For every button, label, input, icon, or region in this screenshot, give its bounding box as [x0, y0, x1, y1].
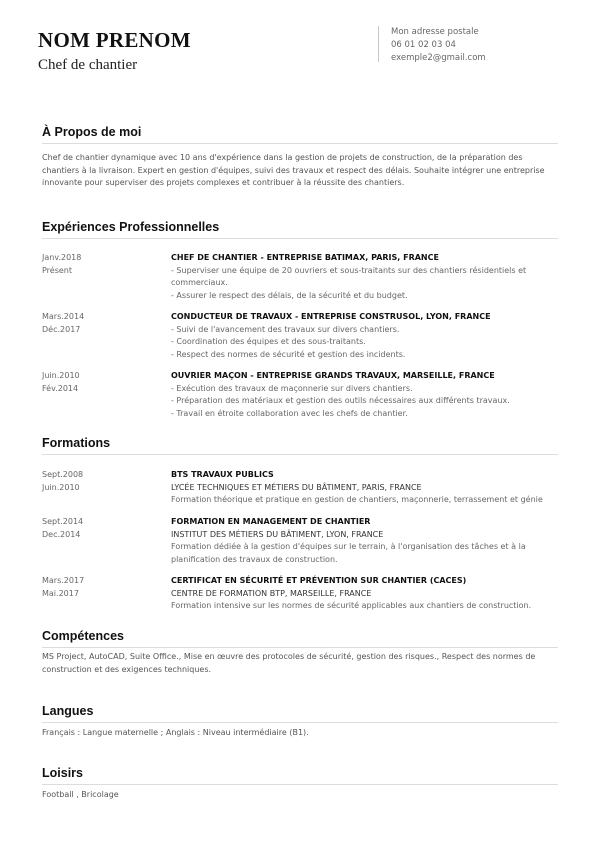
date-end: Déc.2017 — [42, 324, 81, 334]
formation-body — [171, 575, 558, 613]
candidate-name: NOM PRENOM — [38, 28, 191, 52]
experience-body — [171, 252, 558, 302]
section-about — [42, 125, 558, 190]
formation-title: CERTIFICAT EN SÉCURITÉ ET PRÉVENTION SUR CHANTIER (CACES) — [171, 576, 467, 585]
experience-line: - Assurer le respect des délais, de la sécurité et du budget. — [171, 290, 408, 300]
section-experiences — [42, 220, 558, 420]
formation-school: INSTITUT DES MÉTIERS DU BÂTIMENT, LYON, FRANCE — [171, 529, 384, 539]
section-title-skills: Compétences — [42, 629, 558, 648]
contact-email: exemple2@gmail.com — [391, 53, 486, 63]
about-line: chantiers à la livraison. Expert en gestion d'équipes, suivi des travaux et respect des délais. Souhaite intégrer une entreprise — [42, 165, 545, 175]
date-start: Janv.2018 — [42, 253, 82, 262]
skills-text — [42, 651, 558, 676]
about-text — [42, 152, 558, 190]
experience-title: OUVRIER MAÇON - ENTREPRISE GRANDS TRAVAUX, MARSEILLE, FRANCE — [171, 371, 495, 380]
formation-line: Formation intensive sur les normes de sécurité applicables aux chantiers de construction. — [171, 601, 532, 611]
experience-line: commerciaux. — [171, 278, 228, 288]
date-end: Fév.2014 — [42, 383, 79, 393]
formation-title: FORMATION EN MANAGEMENT DE CHANTIER — [171, 517, 371, 526]
date-end: Mai.2017 — [42, 588, 79, 598]
skills-line: MS Project, AutoCAD, Suite Office., Mise en œuvre des protocoles de sécurité, gestion des risques., Respect des normes de — [42, 652, 536, 661]
header-divider — [378, 26, 379, 62]
skills-line: construction et des exigences techniques. — [42, 664, 212, 674]
contact-address: Mon adresse postale — [391, 27, 479, 37]
contact-phone: 06 01 02 03 04 — [391, 40, 456, 50]
experience-line: - Suivi de l'avancement des travaux sur divers chantiers. — [171, 324, 400, 334]
date-end: Juin.2010 — [42, 482, 80, 492]
formation-school: CENTRE DE FORMATION BTP, MARSEILLE, FRANCE — [171, 588, 372, 598]
formation-body — [171, 516, 558, 566]
experience-title: CONDUCTEUR DE TRAVAUX - ENTREPRISE CONSTRUSOL, LYON, FRANCE — [171, 312, 491, 321]
formation-dates — [42, 469, 83, 494]
formation-body — [171, 469, 558, 507]
experience-line: - Respect des normes de sécurité et gestion des incidents. — [171, 349, 406, 359]
formation-line: planification des travaux de construction. — [171, 554, 338, 564]
section-title-formations: Formations — [42, 436, 558, 455]
languages-line: Français : Langue maternelle ; Anglais : Niveau intermédiaire (B1). — [42, 728, 309, 737]
section-title-about: À Propos de moi — [42, 125, 558, 144]
experience-dates — [42, 370, 80, 395]
date-end: Dec.2014 — [42, 529, 81, 539]
date-end: Présent — [42, 265, 73, 275]
section-hobbies — [42, 766, 558, 802]
section-languages — [42, 704, 558, 740]
experience-line: - Exécution des travaux de maçonnerie sur divers chantiers. — [171, 383, 413, 393]
about-line: Chef de chantier dynamique avec 10 ans d'expérience dans la gestion de projets de construction, de la préparation des — [42, 153, 523, 162]
formation-line: Formation dédiée à la gestion d'équipes sur le terrain, à l'organisation des tâches et à la — [171, 542, 526, 552]
section-title-hobbies: Loisirs — [42, 766, 558, 785]
formation-title: BTS TRAVAUX PUBLICS — [171, 470, 274, 479]
section-title-experiences: Expériences Professionnelles — [42, 220, 558, 239]
experience-line: - Préparation des matériaux et gestion des outils nécessaires aux différents travaux. — [171, 396, 510, 406]
section-title-languages: Langues — [42, 704, 558, 723]
experience-dates — [42, 252, 81, 277]
languages-text — [42, 727, 558, 740]
experience-title: CHEF DE CHANTIER - ENTREPRISE BATIMAX, PARIS, FRANCE — [171, 253, 439, 262]
date-start: Mars.2014 — [42, 312, 85, 321]
formation-school: LYCÉE TECHNIQUES ET MÉTIERS DU BÂTIMENT, PARIS, FRANCE — [171, 482, 422, 492]
experience-dates — [42, 311, 84, 336]
date-start: Mars.2017 — [42, 576, 85, 585]
experience-line: - Superviser une équipe de 20 ouvriers et sous-traitants sur des chantiers résidentiels et — [171, 265, 527, 275]
about-line: innovante pour superviser des projets complexes et contribuer à la réussite des chantiers. — [42, 178, 405, 188]
date-start: Sept.2008 — [42, 470, 84, 479]
date-start: Juin.2010 — [42, 371, 80, 380]
job-title: Chef de chantier — [38, 57, 138, 73]
hobbies-text — [42, 789, 558, 802]
experience-body — [171, 370, 558, 420]
formation-dates — [42, 575, 84, 600]
contact-block — [391, 26, 486, 65]
experience-line: - Coordination des équipes et des sous-traitants. — [171, 337, 366, 347]
section-formations — [42, 436, 558, 616]
formation-line: Formation théorique et pratique en gestion de chantiers, maçonnerie, terrassement et génie — [171, 495, 543, 505]
formation-dates — [42, 516, 83, 541]
experience-body — [171, 311, 558, 361]
hobbies-line: Football , Bricolage — [42, 790, 119, 799]
experience-line: - Travail en étroite collaboration avec les chefs de chantier. — [171, 408, 408, 418]
date-start: Sept.2014 — [42, 517, 84, 526]
section-skills — [42, 629, 558, 676]
